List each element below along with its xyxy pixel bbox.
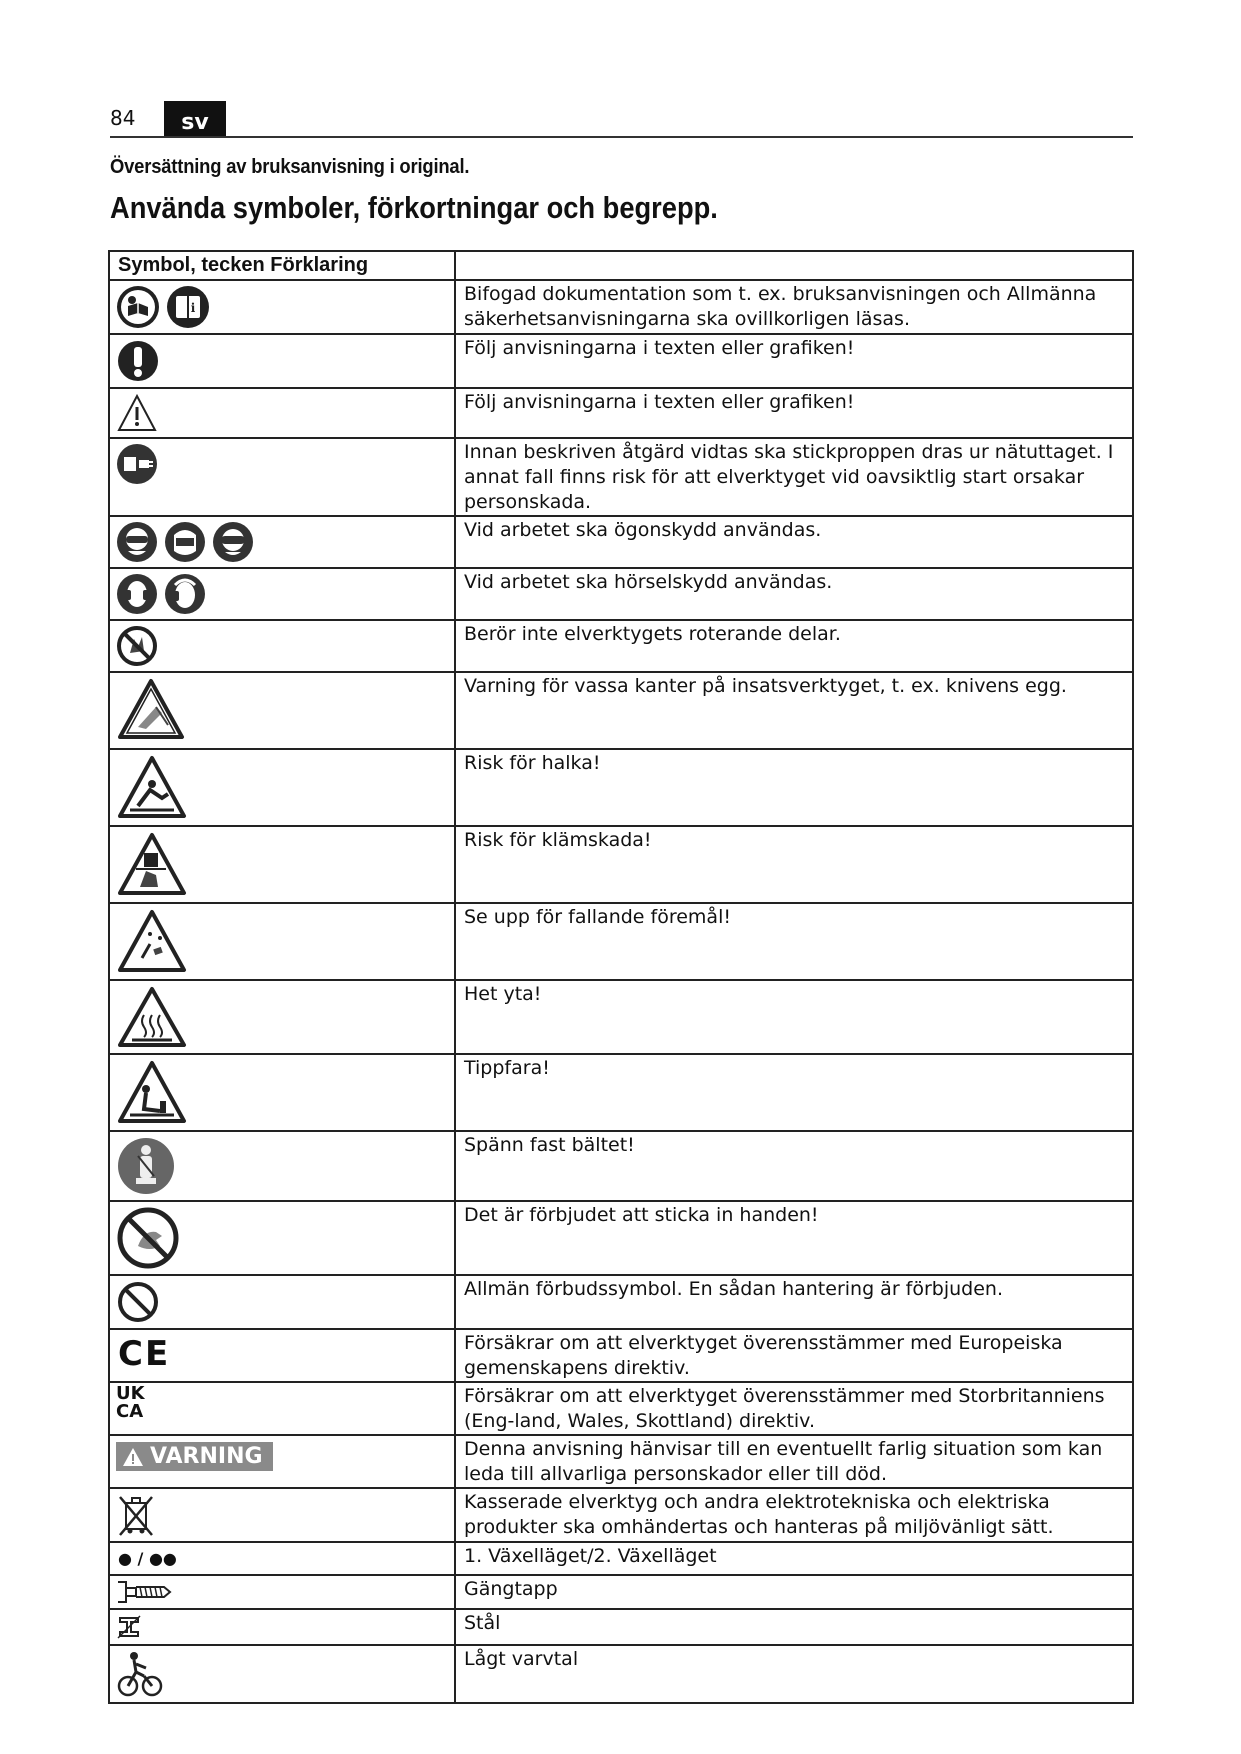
hot-surface-icon	[116, 985, 188, 1049]
table-row	[109, 672, 1133, 749]
document-subtitle: Översättning av bruksanvisning i original.	[110, 156, 470, 178]
row-text: Tippfara!	[455, 1054, 1133, 1131]
warning-label-text: VARNING	[150, 1444, 263, 1469]
table-row	[109, 568, 1133, 620]
tap-icon	[116, 1580, 172, 1604]
section-title: Använda symboler, förkortningar och begrepp.	[110, 190, 718, 225]
language-badge: sv	[164, 101, 226, 137]
table-row	[109, 280, 1133, 334]
table-row	[109, 620, 1133, 672]
tipping-hazard-icon	[116, 1059, 188, 1125]
hearing-protection-icon	[116, 573, 158, 615]
safety-goggles-icon	[212, 521, 254, 563]
table-row	[109, 1329, 1133, 1382]
table-row	[109, 1382, 1133, 1435]
table-row	[109, 388, 1133, 438]
face-shield-icon	[164, 521, 206, 563]
row-text: Varning för vassa kanter på insatsverktyget, t. ex. knivens egg.	[455, 672, 1133, 749]
gear-selection-icon: ● / ●●	[118, 1549, 177, 1568]
ukca-mark-bottom: CA	[116, 1401, 144, 1422]
table-row	[109, 1488, 1133, 1542]
mandatory-exclamation-icon	[116, 339, 160, 383]
table-row	[109, 516, 1133, 568]
warning-triangle-icon	[116, 393, 158, 433]
header-rule	[110, 136, 1133, 138]
row-text: Gängtapp	[455, 1575, 1133, 1609]
manual-book-icon	[166, 285, 210, 329]
weee-bin-icon	[116, 1493, 156, 1537]
row-text: Lågt varvtal	[455, 1645, 1133, 1703]
no-hand-icon	[116, 1206, 180, 1270]
row-text: Försäkrar om att elverktyget överensstämmer med Storbritanniens (Eng-land, Wales, Skottland) direktiv.	[455, 1382, 1133, 1435]
table-row	[109, 334, 1133, 388]
row-text: Försäkrar om att elverktyget överensstämmer med Europeiska gemenskapens direktiv.	[455, 1329, 1133, 1382]
row-text: Det är förbjudet att sticka in handen!	[455, 1201, 1133, 1275]
table-row	[109, 749, 1133, 826]
table-row	[109, 1645, 1133, 1703]
row-text: Följ anvisningarna i texten eller grafiken!	[455, 388, 1133, 438]
row-text: Het yta!	[455, 980, 1133, 1054]
table-row	[109, 1131, 1133, 1201]
low-speed-icon	[116, 1650, 164, 1698]
row-text: Spänn fast bältet!	[455, 1131, 1133, 1201]
table-row	[109, 438, 1133, 516]
sharp-edges-icon	[116, 677, 186, 741]
row-text: Stål	[455, 1609, 1133, 1645]
row-text: Denna anvisning hänvisar till en eventuellt farlig situation som kan leda till allvarliga personskador eller till död.	[455, 1435, 1133, 1488]
table-row	[109, 1609, 1133, 1645]
table-row	[109, 903, 1133, 980]
steel-icon	[116, 1614, 142, 1640]
row-text: Följ anvisningarna i texten eller grafiken!	[455, 334, 1133, 388]
table-header-label: Symbol, tecken Förklaring	[109, 251, 455, 280]
table-row	[109, 980, 1133, 1054]
row-text: Kasserade elverktyg och andra elektrotekniska och elektriska produkter ska omhändertas och hanteras på miljövänligt sätt.	[455, 1488, 1133, 1542]
no-touch-icon	[116, 625, 158, 667]
row-text: Risk för halka!	[455, 749, 1133, 826]
row-text: Berör inte elverktygets roterande delar.	[455, 620, 1133, 672]
svg-text:i: i	[190, 301, 196, 315]
table-row	[109, 1575, 1133, 1609]
table-header-row	[109, 251, 1133, 280]
ce-mark-icon: CE	[118, 1334, 171, 1374]
table-row	[109, 1275, 1133, 1329]
warning-triangle-small-icon	[122, 1447, 144, 1467]
seatbelt-icon	[116, 1136, 176, 1196]
row-text: Allmän förbudssymbol. En sådan hantering är förbjuden.	[455, 1275, 1133, 1329]
warning-label-icon	[116, 1442, 273, 1471]
row-text: Vid arbetet ska ögonskydd användas.	[455, 516, 1133, 568]
table-row	[109, 1542, 1133, 1575]
slip-hazard-icon	[116, 754, 188, 820]
symbol-table	[108, 250, 1134, 1704]
table-row	[109, 1435, 1133, 1488]
row-text: Se upp för fallande föremål!	[455, 903, 1133, 980]
prohibition-icon	[116, 1280, 160, 1324]
unplug-icon	[116, 443, 158, 485]
ear-muffs-icon	[164, 573, 206, 615]
row-text: Vid arbetet ska hörselskydd användas.	[455, 568, 1133, 620]
row-text: Innan beskriven åtgärd vidtas ska stickproppen dras ur nätuttaget. I annat fall finns risk för att elverktyget vid oavsiktlig start orsakar personskada.	[455, 438, 1133, 516]
page-number: 84	[110, 106, 136, 130]
row-text: Risk för klämskada!	[455, 826, 1133, 903]
ukca-mark-top: UK	[116, 1383, 145, 1404]
crush-hazard-icon	[116, 831, 188, 897]
table-row	[109, 1054, 1133, 1131]
eye-protection-icon	[116, 521, 158, 563]
falling-objects-icon	[116, 908, 188, 974]
row-text: Bifogad dokumentation som t. ex. bruksanvisningen och Allmänna säkerhetsanvisningarna ska ovillkorligen läsas.	[455, 280, 1133, 334]
row-text: 1. Växelläget/2. Växelläget	[455, 1542, 1133, 1575]
table-row	[109, 826, 1133, 903]
read-manual-icon	[116, 285, 160, 329]
table-row	[109, 1201, 1133, 1275]
